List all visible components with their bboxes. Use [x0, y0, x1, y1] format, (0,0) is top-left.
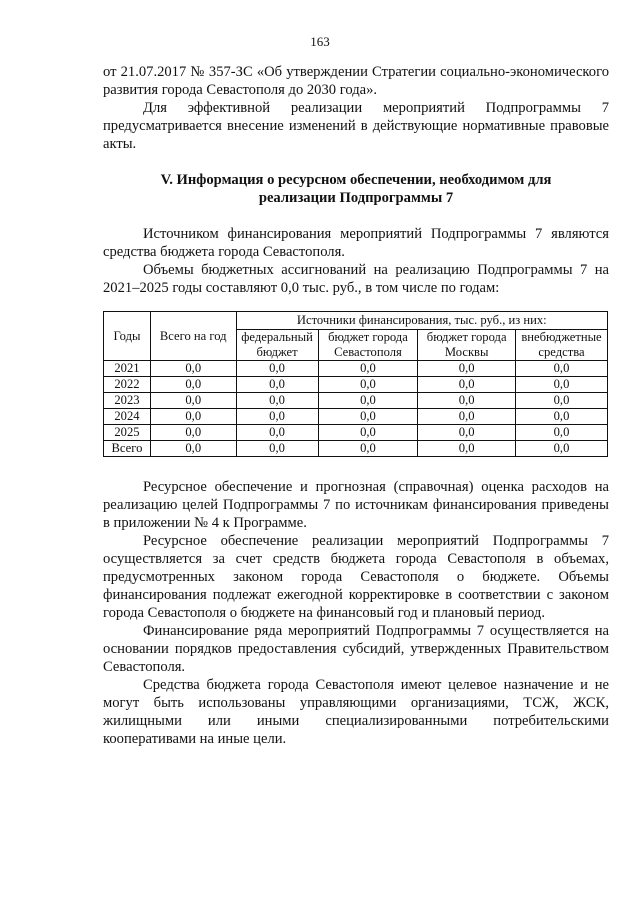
resource-estimate-paragraph: Ресурсное обеспечение и прогнозная (справочная) оценка расходов на реализацию целей Подпрограммы 7 по источникам финансирования приведены в приложении № 4 к Программе. — [103, 479, 609, 531]
table-row — [104, 409, 608, 425]
cell-federal: 0,0 — [236, 441, 318, 457]
cell-moscow: 0,0 — [418, 425, 516, 441]
cell-total: 0,0 — [150, 425, 236, 441]
cell-federal: 0,0 — [236, 425, 318, 441]
cell-sevastopol: 0,0 — [318, 409, 418, 425]
cell-federal: 0,0 — [236, 361, 318, 377]
cell-moscow: 0,0 — [418, 441, 516, 457]
table-row — [104, 393, 608, 409]
cell-extrabudgetary: 0,0 — [516, 409, 608, 425]
cell-sevastopol: 0,0 — [318, 425, 418, 441]
header-federal-budget: федеральный бюджет — [236, 330, 318, 361]
budget-volume-paragraph: Объемы бюджетных ассигнований на реализацию Подпрограммы 7 на 2021–2025 годы составляют 0,0 тыс. руб., в том числе по годам: — [103, 262, 609, 296]
cell-extrabudgetary: 0,0 — [516, 377, 608, 393]
cell-federal: 0,0 — [236, 377, 318, 393]
cell-sevastopol: 0,0 — [318, 393, 418, 409]
header-sevastopol-budget: бюджет города Севастополя — [318, 330, 418, 361]
header-total-per-year: Всего на год — [150, 312, 236, 361]
cell-sevastopol: 0,0 — [318, 377, 418, 393]
cell-total: 0,0 — [150, 393, 236, 409]
cell-extrabudgetary: 0,0 — [516, 361, 608, 377]
page-content — [103, 63, 609, 748]
cell-total: 0,0 — [150, 441, 236, 457]
table-row — [104, 377, 608, 393]
cell-extrabudgetary: 0,0 — [516, 393, 608, 409]
cell-moscow: 0,0 — [418, 361, 516, 377]
subsidy-paragraph: Финансирование ряда мероприятий Подпрограммы 7 осуществляется на основании порядков предоставления субсидий, утвержденных Правительством Севастополя. — [103, 623, 609, 675]
cell-moscow: 0,0 — [418, 377, 516, 393]
cell-year: Всего — [104, 441, 151, 457]
table-row — [104, 425, 608, 441]
cell-total: 0,0 — [150, 377, 236, 393]
financing-table — [103, 311, 608, 457]
cell-sevastopol: 0,0 — [318, 361, 418, 377]
section-heading: V. Информация о ресурсном обеспечении, необходимом для реализации Подпрограммы 7 — [160, 172, 552, 206]
cell-moscow: 0,0 — [418, 393, 516, 409]
table-row-total — [104, 441, 608, 457]
header-moscow-budget: бюджет города Москвы — [418, 330, 516, 361]
intro-paragraph-2: Для эффективной реализации мероприятий Подпрограммы 7 предусматривается внесение изменений в действующие нормативные правовые акты. — [103, 100, 609, 152]
cell-total: 0,0 — [150, 409, 236, 425]
page-number: 163 — [310, 34, 330, 49]
cell-year: 2023 — [104, 393, 151, 409]
cell-year: 2024 — [104, 409, 151, 425]
cell-moscow: 0,0 — [418, 409, 516, 425]
cell-sevastopol: 0,0 — [318, 441, 418, 457]
resource-provision-paragraph: Ресурсное обеспечение реализации мероприятий Подпрограммы 7 осуществляется за счет средств бюджета города Севастополя в объемах, предусмотренных законом города Севастополя о бюджете. Объемы финансирования подлежат ежегодной корректировке в соответствии с законом города Севастополя о бюджете на финансовый год и плановый период. — [103, 533, 609, 621]
cell-total: 0,0 — [150, 361, 236, 377]
target-purpose-paragraph: Средства бюджета города Севастополя имеют целевое назначение и не могут быть использованы управляющими организациями, ТСЖ, ЖСК, жилищными или иными специализированными потребительскими кооперативами на иные цели. — [103, 677, 609, 747]
table-row — [104, 361, 608, 377]
funding-source-paragraph: Источником финансирования мероприятий Подпрограммы 7 являются средства бюджета города Севастополя. — [103, 226, 609, 260]
cell-federal: 0,0 — [236, 409, 318, 425]
cell-year: 2022 — [104, 377, 151, 393]
cell-federal: 0,0 — [236, 393, 318, 409]
header-extrabudgetary: внебюджетные средства — [516, 330, 608, 361]
cell-extrabudgetary: 0,0 — [516, 441, 608, 457]
header-years: Годы — [104, 312, 151, 361]
cell-year: 2021 — [104, 361, 151, 377]
cell-extrabudgetary: 0,0 — [516, 425, 608, 441]
header-funding-sources: Источники финансирования, тыс. руб., из них: — [236, 312, 607, 330]
cell-year: 2025 — [104, 425, 151, 441]
intro-paragraph-1: от 21.07.2017 № 357-ЗС «Об утверждении Стратегии социально-экономического развития города Севастополя до 2030 года». — [103, 64, 609, 98]
